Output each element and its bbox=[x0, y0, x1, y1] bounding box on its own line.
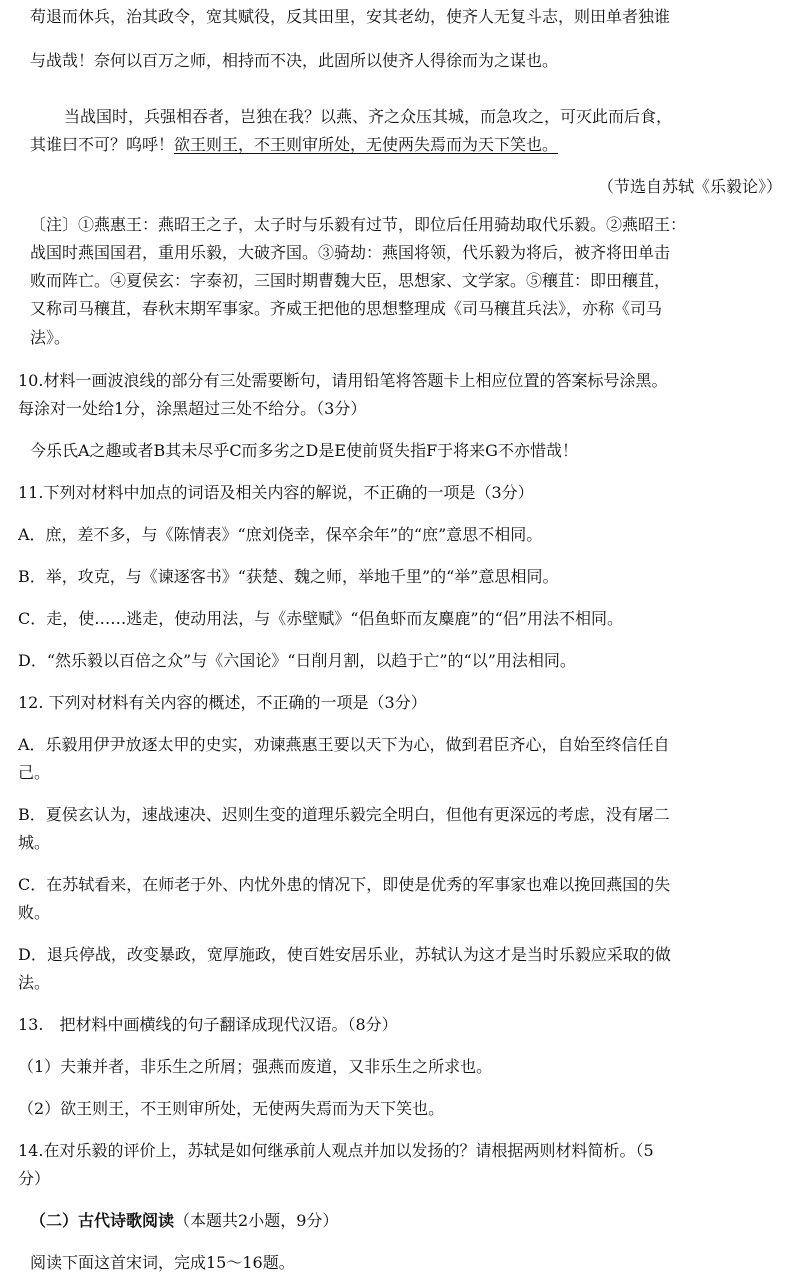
q12-option-d: D．退兵停战，改变暴政，宽厚施政，使百姓安居乐业，苏轼认为这才是当时乐毅应采取的做 bbox=[18, 945, 671, 964]
q12-option-a: 己。 bbox=[18, 763, 51, 782]
note-line: 法》。 bbox=[30, 328, 71, 347]
note-line: 战国时燕国国君，重用乐毅，大破齐国。③骑劫：燕国将领，代乐毅为将后，被齐将田单击 bbox=[30, 243, 671, 262]
note-line: 〔注〕①燕惠王：燕昭王之子，太子时与乐毅有过节，即位后任用骑劫取代乐毅。②燕昭王： bbox=[30, 215, 687, 234]
q11-stem: 11.下列对材料中加点的词语及相关内容的解说，不正确的一项是（3分） bbox=[18, 483, 534, 502]
q10-stem: 10.材料一画波浪线的部分有三处需要断句，请用铅笔将答题卡上相应位置的答案标号涂黑。 bbox=[18, 371, 668, 390]
q14-stem: 14.在对乐毅的评价上，苏轼是如何继承前人观点并加以发扬的？请根据两则材料简析。（5 bbox=[18, 1141, 654, 1160]
passage-text: 其谁曰不可？呜呼！ bbox=[30, 135, 175, 154]
q11-option-d: D．“然乐毅以百倍之众”与《六国论》“日削月割，以趋于亡”的“以”用法相同。 bbox=[18, 651, 576, 670]
q11-option-a: A．庶，差不多，与《陈情表》“庶刘侥幸，保卒余年”的“庶”意思不相同。 bbox=[18, 525, 543, 544]
section-title: （二）古代诗歌阅读 bbox=[30, 1211, 175, 1230]
q12-option-a: A．乐毅用伊尹放逐太甲的史实，劝谏燕惠王要以天下为心，做到君臣齐心，自始至终信任自 bbox=[18, 735, 670, 754]
passage-line: 当战国时，兵强相吞者，岂独在我？以燕、齐之众压其城，而急攻之，可灭此而后食， bbox=[64, 107, 673, 126]
passage-line: 苟退而休兵，治其政令，宽其赋役，反其田里，安其老幼，使齐人无复斗志，则田单者独谁 bbox=[30, 7, 671, 26]
q12-stem: 12. 下列对材料有关内容的概述，不正确的一项是（3分） bbox=[18, 693, 427, 712]
underlined-sentence: 欲王则王，不王则审所处，无使两失焉而为天下笑也。 bbox=[174, 135, 559, 154]
q10-sentence: 今乐氏A之趣或者B其未尽乎C而多劣之D是E使前贤失指F于将来G不亦惜哉！ bbox=[30, 441, 578, 460]
note-line: 又称司马穰苴，春秋末期军事家。齐威王把他的思想整理成《司马穰苴兵法》，亦称《司马 bbox=[30, 299, 663, 318]
q12-option-c: 败。 bbox=[18, 903, 51, 922]
q14-stem: 分） bbox=[18, 1169, 51, 1188]
q11-option-b: B．举，攻克，与《谏逐客书》“获楚、魏之师，举地千里”的“举”意思相同。 bbox=[18, 567, 559, 586]
q10-stem: 每涂对一处给1分，涂黑超过三处不给分。（3分） bbox=[18, 399, 367, 418]
q13-sentence-2: （2）欲王则王，不王则审所处，无使两失焉而为天下笑也。 bbox=[18, 1099, 445, 1118]
q12-option-b: B．夏侯玄认为，速战速决、迟则生变的道理乐毅完全明白，但他有更深远的考虑，没有屠二 bbox=[18, 805, 670, 824]
section-intro: 阅读下面这首宋词，完成15～16题。 bbox=[30, 1253, 295, 1272]
q12-option-d: 法。 bbox=[18, 973, 51, 992]
passage-line bbox=[30, 134, 770, 156]
q12-option-b: 城。 bbox=[18, 833, 51, 852]
passage-line: 与战哉！奈何以百万之师，相持而不决，此固所以使齐人得徐而为之谋也。 bbox=[30, 51, 559, 70]
note-line: 败而阵亡。④夏侯玄：字泰初，三国时期曹魏大臣，思想家、文学家。⑤穰苴：即田穰苴， bbox=[30, 271, 671, 290]
passage-source: （节选自苏轼《乐毅论》） bbox=[597, 177, 782, 196]
q13-stem: 13. 把材料中画横线的句子翻译成现代汉语。（8分） bbox=[18, 1015, 398, 1034]
section-heading bbox=[30, 1210, 770, 1232]
q11-option-c: C．走，使……逃走，使动用法，与《赤壁赋》“侣鱼虾而友麋鹿”的“侣”用法不相同。 bbox=[18, 609, 623, 628]
q13-sentence-1: （1）夫兼并者，非乐生之所屑；强燕而废道，又非乐生之所求也。 bbox=[18, 1057, 493, 1076]
section-note: （本题共2小题，9分） bbox=[174, 1211, 339, 1230]
q12-option-c: C．在苏轼看来，在师老于外、内忧外患的情况下，即使是优秀的军事家也难以挽回燕国的失 bbox=[18, 875, 671, 894]
